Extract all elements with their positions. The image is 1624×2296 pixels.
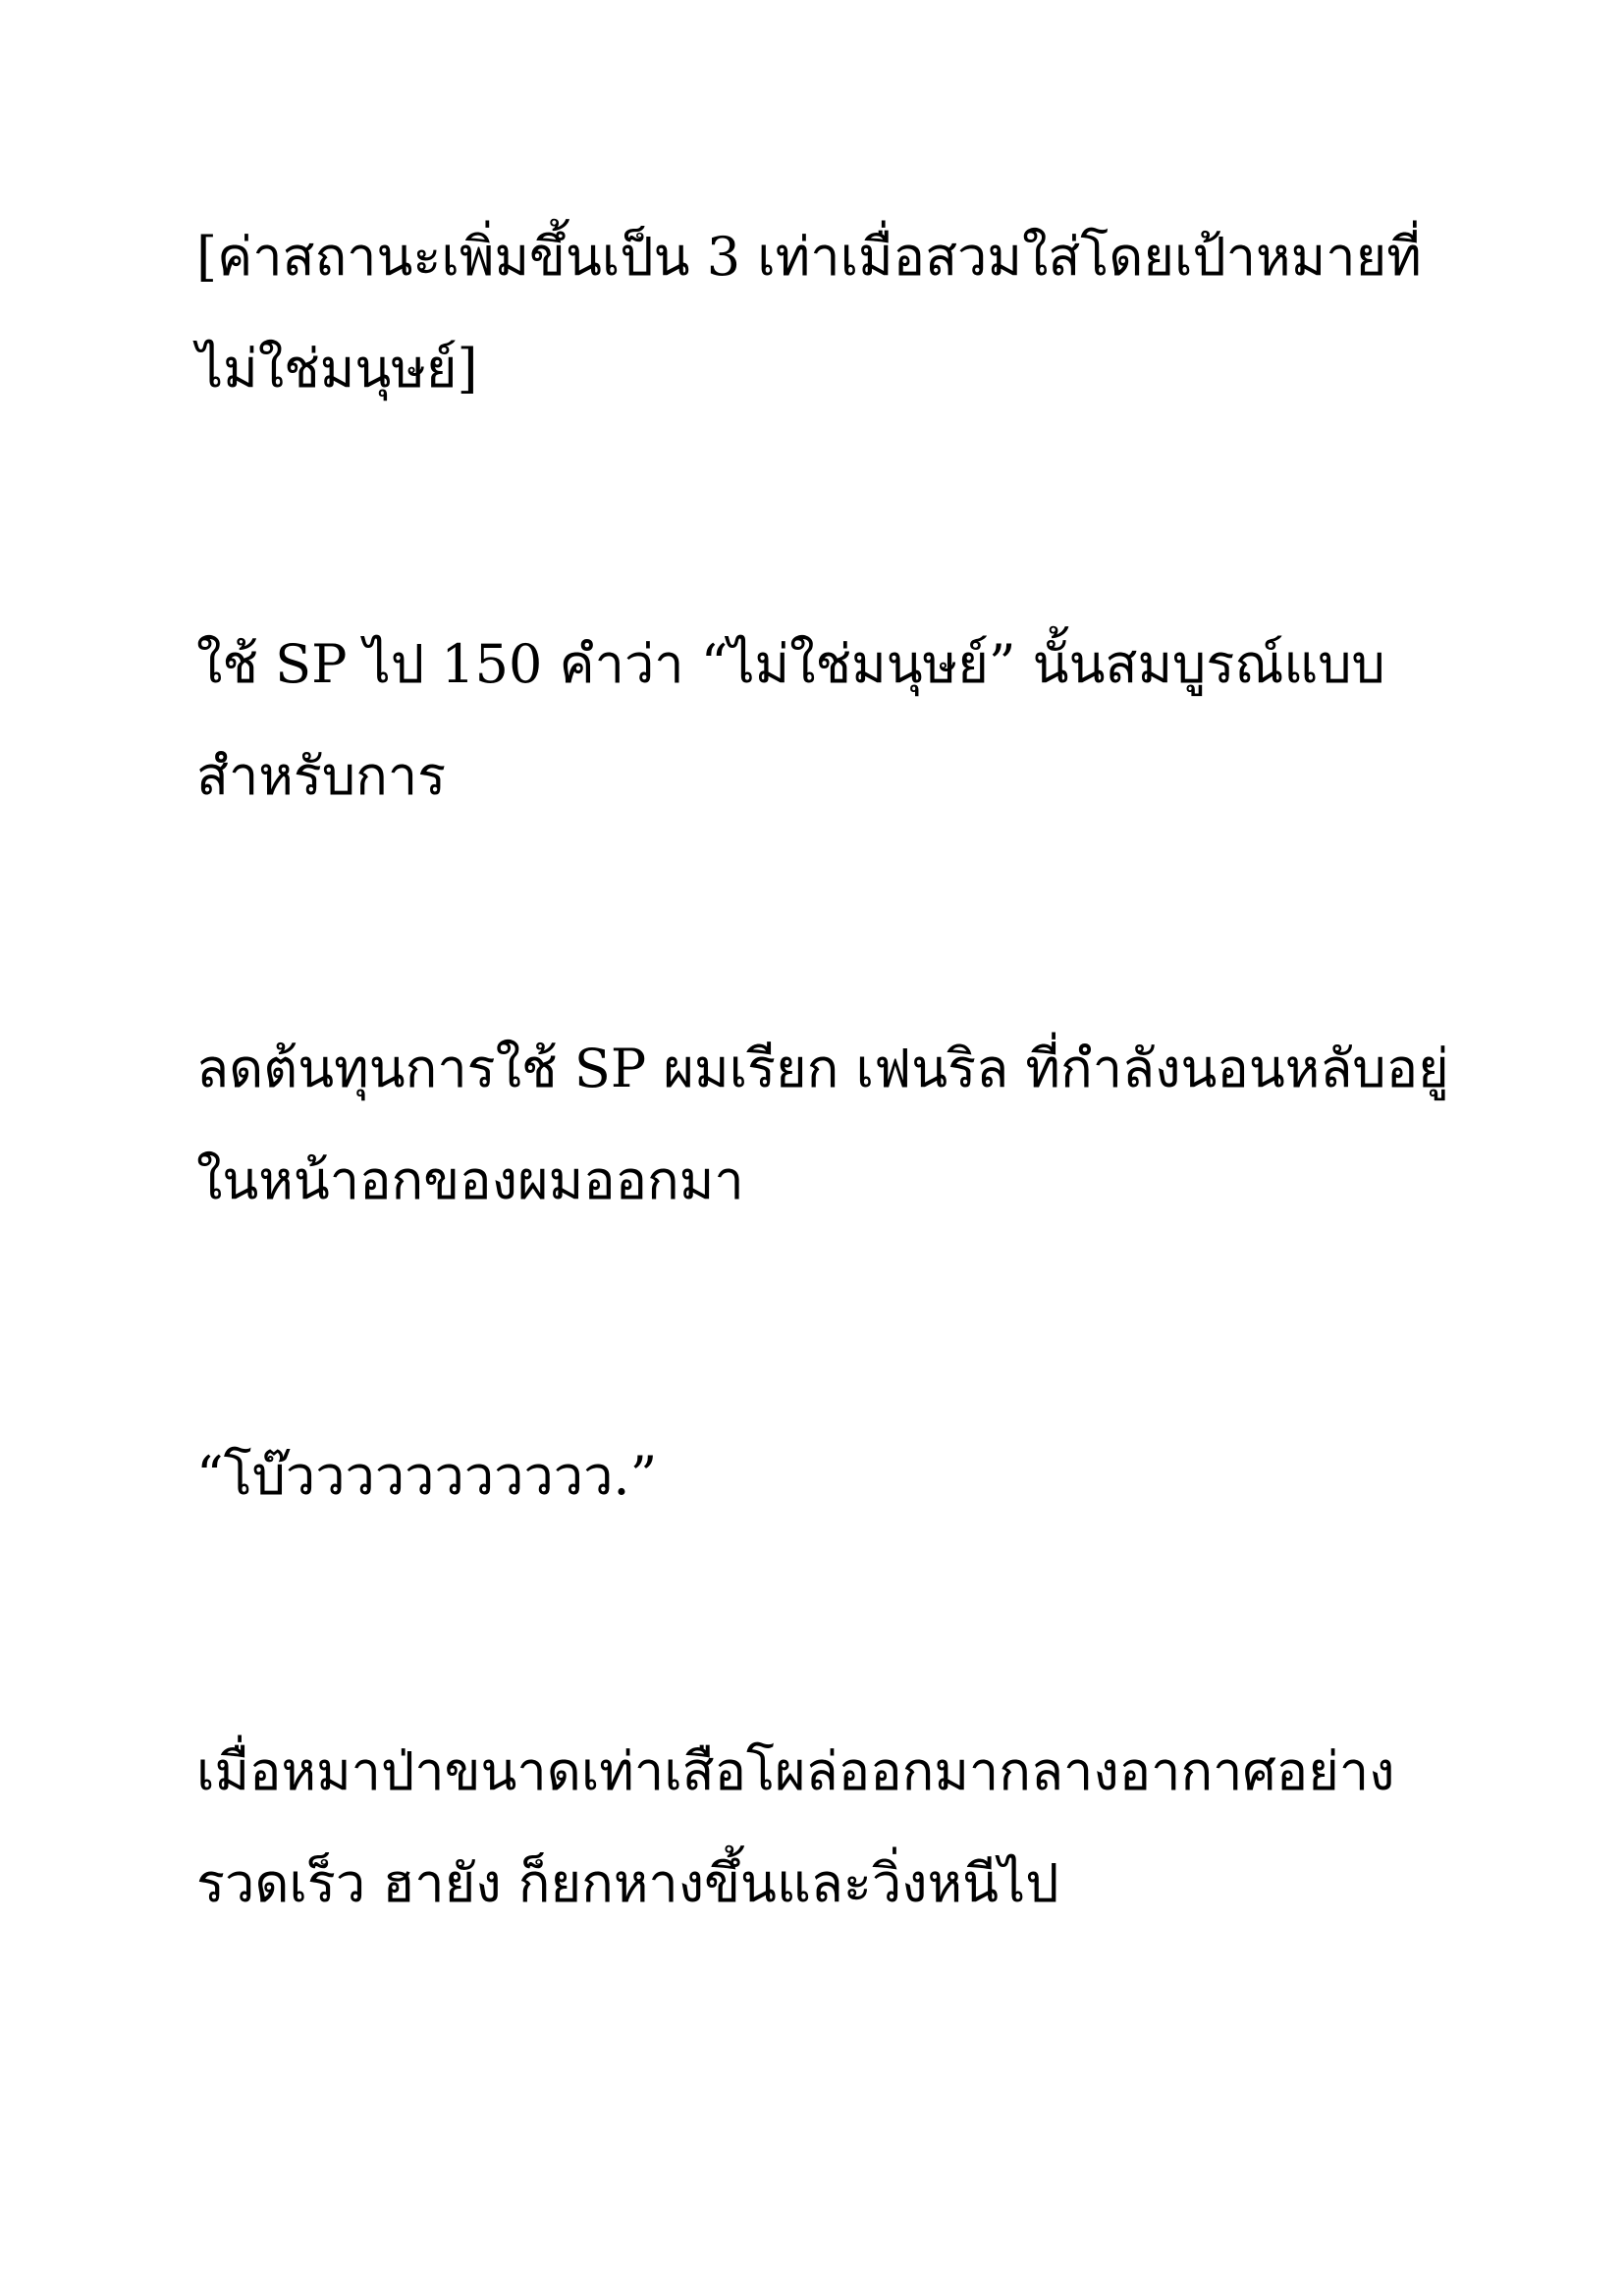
paragraph-line: ลดต้นทุนการใช้ SP ผมเรียก เฟนริล ที่กำลังนอนหลับอยู่: [196, 1038, 1449, 1099]
paragraph-line: “โบ๊ววววววววววว.”: [196, 1445, 658, 1507]
paragraph-wolf-appears: [196, 1716, 1473, 1940]
paragraph-line: สำหรับการ: [196, 745, 447, 807]
paragraph-line: เมื่อหมาป่าขนาดเท่าเสือโผล่ออกมากลางอากาศอย่าง: [196, 1740, 1395, 1802]
paragraph-sp-usage: [196, 609, 1473, 832]
paragraph-status-boost: [196, 201, 1473, 425]
paragraph-dialogue: [196, 1420, 1473, 1532]
paragraph-line: ใช้ SP ไป 150 คำว่า “ไม่ใช่มนุษย์” นั้นสมบูรณ์แบบ: [196, 633, 1385, 695]
paragraph-line: ในหน้าอกของผมออกมา: [196, 1149, 744, 1211]
paragraph-line: [ค่าสถานะเพิ่มขึ้นเป็น 3 เท่าเมื่อสวมใส่โดยเป้าหมายที่: [196, 226, 1422, 288]
paragraph-line: รวดเร็ว ฮายัง ก็ยกหางขึ้นและวิ่งหนีไป: [196, 1852, 1059, 1914]
paragraph-line: ไม่ใช่มนุษย์]: [196, 338, 478, 400]
paragraph-summon-fenrir: [196, 1013, 1473, 1237]
